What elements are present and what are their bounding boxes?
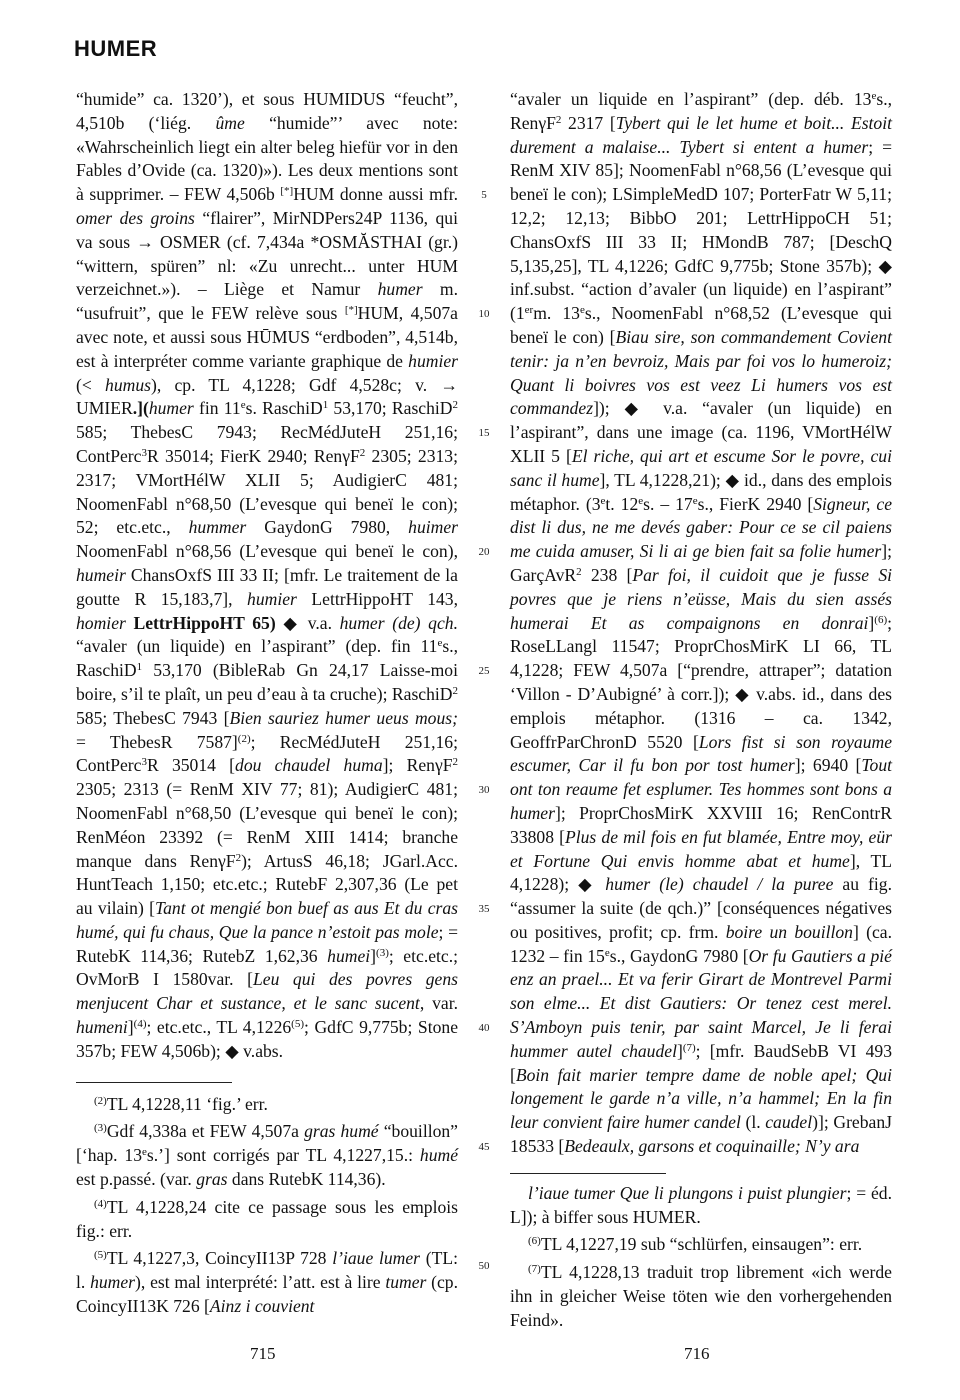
text-run: 585; ThebesC 7943 [	[76, 707, 230, 728]
right-main-text	[510, 88, 892, 1159]
text-run: 1	[136, 661, 143, 674]
text-run: 53,170; RaschiD	[328, 398, 453, 419]
text-run: Or fu Gautiers a pié enz an prael... Et va ferir Girart de Montrevel Parmi son elme... Et dist Gautiers: Or tenez cest merel. S’Amboyn puis tenir, par saint Marcel, Je li ferai hummer autel chaudel	[510, 945, 892, 1061]
text-run: ] (ca. 1232 – fin 15	[510, 921, 892, 966]
text-run: 2305; 2313; 2317; VMortHélW XLII 5; AudigierC 481; NoomenFabl n°68,50 (L’evesque qui beneï le con); 52; etc.etc.,	[76, 445, 458, 538]
text-run: LettrHippoHT 65)	[125, 612, 276, 633]
text-run: m. “usufruit”, que le FEW relève sous	[76, 279, 458, 324]
text-run: m. 13	[533, 303, 580, 324]
text-run: (4)	[133, 1018, 147, 1031]
text-run: e	[437, 637, 443, 650]
text-run: humus	[105, 374, 151, 395]
text-run: hummer	[188, 517, 247, 538]
text-run: “humide”’ avec note: «Wahrscheinlich liegt ein alter beleg hiefür vor in den Fables d’Ovide (ca. 1320)»). Les deux mentions sont à supprimer. – FEW 4,506b	[76, 112, 458, 205]
text-run: 2	[452, 756, 459, 769]
text-run: [*]	[280, 185, 294, 198]
text-run: ], TL 4,1228); ◆	[510, 850, 892, 895]
text-run: Tybert qui le let hume et boit... Estoit durement a malaise... Tybert si entent a humer	[510, 112, 893, 157]
text-run: ]; ProprChosMirK XXVIII 16; RenContrR 33808 [	[510, 802, 892, 847]
text-run: ; RoseLLangl 11547; ProprChosMirK LI 66, TL 4,1228; FEW 4,507a [“prendre, attraper”; datation ‘Villon - D’Aubigné’ à corr.]); ◆ v.abs. id., dans des emplois métaphor. (1316 – ca. 1342, GeoffrParChronD 5520 [	[510, 612, 892, 752]
text-run: R 35014; FierK 2940; RenγF	[146, 445, 360, 466]
text-run: s., FierK 2940 [	[697, 493, 814, 514]
text-run: TL 4,1228,13 traduit trop librement «ich werde ihn in gleicher Weise töten wie den vorhergehenden Feind».	[510, 1262, 892, 1330]
text-run: ], TL 4,1228,21); ◆ id., dans des emplois métaphor. (3	[510, 469, 892, 514]
text-run: Tant ot mengié bon buef as aus Et du cras humé, qui fu chaus, Que la pance n’estoit pas mole	[76, 898, 458, 942]
text-run: Par foi, il cuidoit que je fusse Si povres que je riens n’eüsse, Mais du sien assés humerai Et as compaignons en donrai	[510, 564, 893, 633]
text-run: “flairer”, MirNDPers24P 1136, qui va sous →	[76, 207, 458, 252]
left-main-text	[76, 88, 458, 1064]
text-run: = ThebesR 7587]	[76, 731, 238, 752]
text-run: Gdf 4,338a et FEW 4,507a	[106, 1121, 305, 1142]
text-run: s.’] sont corrigés par TL 4,1227,15.:	[146, 1145, 420, 1166]
text-run: ; = RenM XIV 85]; NoomenFabl n°68,56 (L’evesque qui beneï le con); LSimpleMedD 107; PorterFatr W 5,11; 12,2; 12,13; BibbO 201; LettrHippoCH 51; ChansOxfS III 33 II; HMondB 787; [DeschQ 5,135,25], TL 4,1226; GdfC 9,775b; Stone 357b); ◆ inf.subst. “action d’avaler (un liquide) en l’aspirant” (1	[510, 136, 892, 324]
text-run: ◆ v.a.	[275, 612, 340, 633]
text-run: 2	[235, 851, 242, 864]
text-run: humier	[247, 588, 297, 609]
text-run: ; = éd. L]); à biffer sous	[510, 1182, 892, 1227]
text-run: huimer	[408, 517, 458, 538]
text-run: TL 4,1228,11 ‘fig.’ err.	[106, 1093, 268, 1114]
line-number: 45	[478, 1141, 490, 1154]
text-run: Boin fait marier tempre dame de noble apel; Qui longement le garde n’a ville, n’a hammel; En la fin leur convient faire humer candel	[510, 1064, 892, 1133]
text-run: LettrHippoHT 143,	[296, 588, 458, 609]
text-run: ]; RenγF	[382, 755, 453, 776]
text-run: NoomenFabl n°68,56 (L’evesque qui beneï le con),	[76, 541, 458, 562]
text-run: e	[604, 946, 610, 959]
text-run: donne aussi mfr.	[334, 184, 458, 205]
text-run: 238 [	[581, 564, 633, 585]
text-run: (3)	[376, 946, 389, 959]
text-run: humer	[377, 279, 423, 300]
text-run: e	[871, 90, 877, 102]
text-run: (cf. 7,434a *	[220, 231, 320, 252]
text-run: au fig. “assumer la suite (de qch.)” [conséquences négatives ou positives, profit; cp. frm.	[510, 874, 892, 942]
text-run: ChansOxfS III 33 II; [mfr. Le traitement de la goutte R 15,183,7],	[76, 564, 458, 609]
text-run: Signeur, ce dist li dus, ne me devés gaber: Pour ce se cil paiens me cuida amuser, Si li ai ge bien fait sa folie humer	[510, 493, 893, 562]
text-run: Plus de mil fois en fut blamée, Entre moy, eür et Fortune Qui envis homme abat et hume	[510, 826, 892, 871]
text-run: (6)	[528, 1235, 541, 1248]
text-run: (7)	[528, 1263, 541, 1276]
text-run: Lors fist si son royaume escumer, Car il fu bon por tost humer	[510, 731, 892, 776]
text-run: ), cp. TL 4,1228; Gdf 4,528c; v. →	[150, 374, 458, 395]
text-run: ]; 6940 [	[794, 755, 862, 776]
footnote	[76, 1247, 458, 1318]
text-run: humeni	[76, 1017, 128, 1038]
text-run: s., RaschiD	[76, 636, 458, 681]
text-run: R 35014 [	[146, 755, 236, 776]
text-run: 2	[452, 399, 458, 412]
left-column	[76, 88, 458, 1323]
line-number: 40	[478, 1022, 490, 1035]
right-column	[510, 88, 892, 1337]
text-run: gras humé	[304, 1121, 379, 1142]
text-run: (	[142, 398, 149, 419]
text-run: ]	[868, 612, 875, 633]
text-run: ; GdfC 9,775b; Stone 357b; FEW 4,506b); ◆ v.abs.	[76, 1017, 459, 1061]
text-run: ; [mfr. BaudSebB VI 493 [	[510, 1040, 892, 1085]
line-number: 30	[478, 784, 490, 797]
text-run: 2	[576, 565, 582, 578]
text-run: humer	[148, 398, 194, 419]
text-run: s. RaschiD	[245, 398, 323, 419]
text-run: GaydonG 7980,	[246, 517, 409, 538]
text-run: fin 11	[193, 398, 241, 419]
footnote	[510, 1182, 892, 1230]
text-run: ]; GarçAvR	[510, 541, 892, 585]
text-run: (cp. CoincyII13K 726 [	[76, 1272, 459, 1317]
text-run: [*]	[344, 304, 358, 317]
text-run: Bien sauriez humer ueus mous;	[229, 707, 458, 728]
text-run: ]	[370, 945, 377, 966]
text-run: ]	[127, 1017, 134, 1038]
text-run: dans RutebK 114,36).	[227, 1169, 386, 1190]
text-run: Leu qui des povres gens menjucent Char et sustance, et le sanc sucent	[76, 969, 459, 1014]
text-run: e	[240, 399, 246, 412]
text-run: 2317 [	[561, 112, 616, 133]
text-run: s., NoomenFabl n°68,52 (L’evesque qui beneï le con) [	[510, 303, 893, 347]
line-number: 5	[481, 189, 487, 202]
text-run: 2	[359, 446, 366, 459]
text-run: est p.passé. (var.	[76, 1169, 197, 1190]
text-run: e	[692, 494, 698, 507]
text-run: HUM	[293, 184, 335, 205]
text-run: s., RenγF	[510, 89, 892, 133]
left-footnotes	[76, 1093, 458, 1319]
text-run: ); ArtusS 46,18; JGarl.Acc. HuntTeach 1,150; etc.etc.; RutebF 2,307,36 (Le pet au vilain) [	[76, 850, 458, 919]
text-run: verzeichnet.»). – Liège et Namur	[76, 279, 378, 300]
text-run: gras	[196, 1169, 228, 1190]
text-run: ), est mal interprété: l’att. est à lire	[135, 1272, 386, 1293]
text-run: TL 4,1227,19 sub “schlürfen, einsaugen”: err.	[540, 1234, 863, 1255]
text-run: tumer	[385, 1272, 427, 1293]
right-entry-paragraph	[510, 88, 892, 1159]
text-run: s. – 17	[643, 493, 693, 514]
text-run: 1	[322, 399, 329, 412]
footnote	[510, 1233, 892, 1257]
text-run: “avaler (un liquide) en l’aspirant” (dep. fin 11	[76, 636, 438, 657]
text-run: er	[524, 304, 534, 317]
text-run: (7)	[682, 1041, 696, 1054]
text-run: UMIER	[76, 398, 133, 419]
text-run: Tout ont ton reaume fet esplumer. Tes hommes sont bons a humer	[510, 755, 893, 823]
text-run: HUMIDUS	[303, 89, 386, 109]
text-run: OSMER	[160, 231, 221, 252]
text-run: ûme	[215, 112, 245, 133]
text-run: El riche, qui art et escume Sor le povre, cui sanc il hume	[510, 445, 892, 490]
text-run: humer (de) qch.	[339, 612, 458, 633]
text-run: “bouillon” [‘hap. 13	[76, 1121, 458, 1166]
text-run: s., GaydonG 7980 [	[609, 945, 749, 966]
text-run: ; RecMédJuteH 251,16; ContPerc	[76, 731, 458, 776]
text-run: , 4,507a avec note, et aussi sous	[76, 303, 458, 347]
text-run: humer (le) chaudel / la puree	[605, 874, 834, 895]
text-run: l’iaue lumer	[332, 1248, 421, 1269]
text-run: humé	[419, 1145, 458, 1166]
footnote	[510, 1261, 892, 1332]
text-run: HUM	[416, 255, 458, 276]
footnote	[76, 1093, 458, 1117]
text-run: dou chaudel huma	[235, 755, 383, 776]
line-number: 25	[478, 665, 490, 678]
text-run: e	[579, 304, 585, 317]
text-run: HUM	[357, 303, 399, 324]
text-run: (2)	[94, 1094, 107, 1107]
right-footnotes	[510, 1182, 892, 1333]
text-run: (TL: l.	[76, 1248, 458, 1293]
text-run: t. 12	[605, 493, 639, 514]
text-run: omer des groins	[76, 207, 195, 228]
text-run: 53,170 (BibleRab Gn 24,17 Laisse-moi boire, s’il te plaît, un peu d’eau à ta cruche); RaschiD	[76, 660, 458, 704]
line-number: 15	[478, 427, 490, 440]
text-run: 585; ThebesC 7943; RecMédJuteH 251,16; ContPerc	[76, 422, 458, 466]
text-run: (6)	[874, 613, 888, 626]
text-run: OSMĂSTHAI	[319, 231, 423, 252]
text-run: ]	[676, 1040, 683, 1061]
line-number: 10	[478, 308, 490, 321]
text-run: humeir	[76, 564, 126, 585]
text-run: .	[696, 1206, 701, 1227]
text-run: 2305; 2313 (= RenM XIV 77; 81); AudigierC 481; NoomenFabl n°68,50 (L’evesque qui beneï le con); RenMéon 23392 (= RenM XIII 1414; branche manque dans RenγF	[76, 779, 458, 871]
text-run: TL 4,1227,3, CoincyII13P 728	[106, 1248, 333, 1269]
line-number: 20	[478, 546, 490, 559]
line-number: 50	[478, 1260, 490, 1273]
page-number-right: 716	[684, 1344, 710, 1363]
text-run: 2	[555, 113, 562, 126]
text-run: Bedeaulx, garsons et coquinaille; N’y ara	[564, 1136, 860, 1157]
footnote-rule	[510, 1173, 666, 1174]
text-run: l’iaue tumer Que li plungons i puist plungier	[528, 1182, 847, 1203]
text-run: e	[638, 494, 644, 507]
text-run: “feucht”, 4,510b (‘liég.	[76, 89, 459, 133]
text-run: (gr.) “wittern, spüren” nl: «Zu unrecht... unter	[76, 231, 459, 276]
footnote-rule	[76, 1082, 232, 1083]
footnote	[76, 1120, 458, 1191]
text-run: 3	[141, 756, 147, 769]
left-entry-paragraph	[76, 88, 458, 1064]
text-run: .]	[132, 398, 143, 419]
text-run: (5)	[94, 1249, 107, 1262]
text-run: )]; GrebanJ 18533 [	[510, 1112, 892, 1157]
text-run: humer	[90, 1272, 136, 1293]
text-run: ; etc.etc.; OvMorB I 1580var. [	[76, 945, 459, 990]
text-run: ; = RutebK 114,36; RutebZ 1,62,36	[76, 921, 458, 966]
text-run: ]); ◆ v.a. “avaler (un liquide) en l’aspirant”, dans une image (ca. 1196, VMortHélW XLII 5 [	[510, 398, 892, 466]
line-number: 35	[478, 903, 490, 916]
text-run: (l.	[740, 1112, 766, 1133]
text-run: HŪMUS	[246, 326, 310, 347]
page-number-left: 715	[250, 1344, 276, 1363]
text-run: humei	[327, 945, 371, 966]
text-run: caudel	[765, 1112, 813, 1133]
text-run: (2)	[237, 732, 251, 745]
text-run: “avaler un liquide en l’aspirant” (dep. déb. 13	[510, 89, 872, 109]
text-run: (3)	[94, 1122, 107, 1135]
running-head: HUMER	[74, 36, 158, 61]
text-run: humier	[408, 350, 458, 371]
text-run: Ainz i couvient	[209, 1296, 315, 1317]
text-run: “humide” ca. 1320’), et sous	[76, 89, 304, 109]
text-run: boire un bouillon	[725, 921, 853, 942]
text-run: (<	[76, 374, 106, 395]
text-run: Biau sire, son commandement Covient tenir: ja n’en bevroiz, Mais par foi vos lo humeroiz; Quant li boivres vos est veez Li humers vos est commandez	[510, 326, 892, 419]
text-run: (5)	[291, 1018, 304, 1031]
text-run: “erdboden”, 4,514b, est à interpréter comme variante graphique de	[76, 326, 459, 371]
text-run: e	[142, 1146, 147, 1159]
text-run: 3	[141, 446, 147, 459]
text-run: ; etc.etc., TL 4,1226	[146, 1017, 292, 1038]
text-run: (4)	[94, 1197, 107, 1210]
text-run: TL 4,1228,24 cite ce passage sous les emplois fig.: err.	[76, 1196, 458, 1241]
text-run: homier	[76, 612, 126, 633]
text-run: , var.	[419, 993, 458, 1014]
text-run: e	[600, 494, 606, 507]
text-run: HUMER	[632, 1206, 697, 1227]
footnote	[76, 1196, 458, 1244]
text-run: 2	[452, 684, 458, 697]
